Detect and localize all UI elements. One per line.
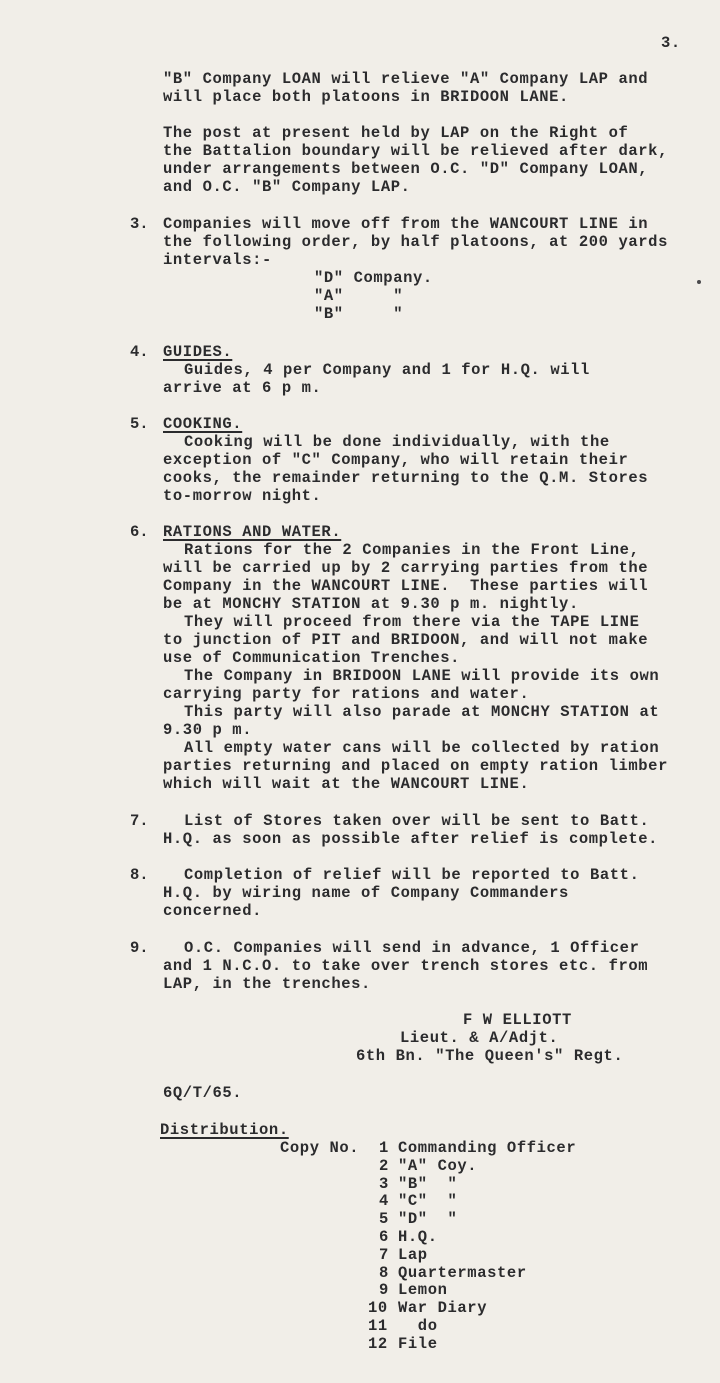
item-7-number: 7.: [130, 812, 149, 830]
signature-unit: 6th Bn. "The Queen's" Regt.: [356, 1047, 624, 1065]
copy-number: 6: [379, 1228, 389, 1246]
item-6-line-7: use of Communication Trenches.: [163, 649, 461, 667]
item-6-line-14: which will wait at the WANCOURT LINE.: [163, 775, 530, 793]
item-6-line-8: The Company in BRIDOON LANE will provide its own: [184, 667, 660, 685]
page-number: 3.: [661, 34, 681, 52]
item-3-order-2: "A" ": [314, 287, 404, 305]
item-6-line-11: 9.30 p m.: [163, 721, 253, 739]
post-line-1: The post at present held by LAP on the Right of: [163, 124, 629, 142]
item-6-line-12: All empty water cans will be collected by ration: [184, 739, 660, 757]
copy-number: 8: [379, 1263, 389, 1282]
copy-recipient: Lap: [398, 1245, 428, 1264]
item-6-line-6: to junction of PIT and BRIDOON, and will not make: [163, 631, 649, 649]
item-6-heading: RATIONS AND WATER.: [163, 523, 342, 541]
intro-line-1: "B" Company LOAN will relieve "A" Company LAP and: [163, 70, 649, 88]
copy-number: 7: [379, 1245, 389, 1264]
copy-recipient: "C" ": [398, 1192, 458, 1211]
copy-recipient: Quartermaster: [398, 1263, 527, 1282]
copy-number: 3: [379, 1174, 389, 1193]
copy-number: 2: [379, 1156, 389, 1175]
copy-label: Copy No.: [280, 1139, 360, 1157]
item-6-line-13: parties returning and placed on empty ration limber: [163, 757, 668, 775]
item-6-line-1: Rations for the 2 Companies in the Front Line,: [184, 541, 640, 559]
copy-number: 4: [379, 1192, 389, 1211]
copy-number: 10: [368, 1299, 388, 1318]
item-3-line-3: intervals:-: [163, 251, 272, 269]
post-line-2: the Battalion boundary will be relieved after dark,: [163, 142, 668, 160]
stray-dot: [697, 280, 701, 284]
copy-recipient: "B" ": [398, 1174, 458, 1193]
item-9-number: 9.: [130, 939, 149, 957]
copy-recipient: Lemon: [398, 1281, 448, 1300]
item-6-line-10: This party will also parade at MONCHY STATION at: [184, 703, 660, 721]
item-6-line-2: will be carried up by 2 carrying parties from the: [163, 559, 649, 577]
item-4-number: 4.: [130, 343, 149, 361]
post-line-4: and O.C. "B" Company LAP.: [163, 178, 411, 196]
item-3-line-1: Companies will move off from the WANCOURT LINE in: [163, 215, 649, 233]
item-5-line-4: to-morrow night.: [163, 487, 322, 505]
item-5-number: 5.: [130, 415, 149, 433]
item-5-heading: COOKING.: [163, 415, 243, 433]
copy-number: 1: [379, 1139, 389, 1157]
item-7-line-1: List of Stores taken over will be sent to Batt.: [184, 812, 650, 830]
item-4-line-2: arrive at 6 p m.: [163, 379, 322, 397]
item-4-heading: GUIDES.: [163, 343, 233, 361]
item-9-line-3: LAP, in the trenches.: [163, 975, 371, 993]
copy-number: 12: [368, 1334, 388, 1353]
item-6-line-3: Company in the WANCOURT LINE. These parties will: [163, 577, 649, 595]
item-4-line-1: Guides, 4 per Company and 1 for H.Q. will: [184, 361, 590, 379]
item-5-line-2: exception of "C" Company, who will retain their: [163, 451, 629, 469]
document-reference: 6Q/T/65.: [163, 1084, 243, 1102]
item-3-order-3: "B" ": [314, 305, 404, 323]
copy-recipient: do: [398, 1317, 438, 1335]
signature-rank: Lieut. & A/Adjt.: [400, 1029, 559, 1047]
item-9-line-2: and 1 N.C.O. to take over trench stores etc. from: [163, 957, 649, 975]
copy-number: 9: [379, 1281, 389, 1300]
item-9-line-1: O.C. Companies will send in advance, 1 Officer: [184, 939, 640, 957]
item-5-line-1: Cooking will be done individually, with the: [184, 433, 610, 451]
copy-recipient: H.Q.: [398, 1228, 438, 1246]
copy-recipient: War Diary: [398, 1299, 488, 1318]
item-8-line-2: H.Q. by wiring name of Company Commanders: [163, 884, 569, 902]
item-8-line-3: concerned.: [163, 902, 263, 920]
intro-line-2: will place both platoons in BRIDOON LANE.: [163, 88, 569, 106]
copy-recipient: Commanding Officer: [398, 1139, 577, 1157]
item-8-line-1: Completion of relief will be reported to Batt.: [184, 866, 640, 884]
item-3-order-1: "D" Company.: [314, 269, 433, 287]
item-6-line-9: carrying party for rations and water.: [163, 685, 530, 703]
item-6-line-4: be at MONCHY STATION at 9.30 p m. nightly.: [163, 595, 579, 613]
item-3-number: 3.: [130, 215, 149, 233]
signature-name: F W ELLIOTT: [463, 1011, 572, 1029]
item-5-line-3: cooks, the remainder returning to the Q.M. Stores: [163, 469, 649, 487]
post-line-3: under arrangements between O.C. "D" Company LOAN,: [163, 160, 649, 178]
copy-recipient: "D" ": [398, 1210, 458, 1229]
item-8-number: 8.: [130, 866, 149, 884]
item-6-line-5: They will proceed from there via the TAPE LINE: [184, 613, 640, 631]
copy-recipient: "A" Coy.: [398, 1156, 478, 1175]
item-6-number: 6.: [130, 523, 149, 541]
distribution-heading: Distribution.: [160, 1121, 289, 1139]
item-7-line-2: H.Q. as soon as possible after relief is complete.: [163, 830, 659, 848]
copy-recipient: File: [398, 1334, 438, 1353]
copy-number: 5: [379, 1210, 389, 1229]
copy-number: 11: [368, 1317, 388, 1335]
item-3-line-2: the following order, by half platoons, at 200 yards: [163, 233, 668, 251]
